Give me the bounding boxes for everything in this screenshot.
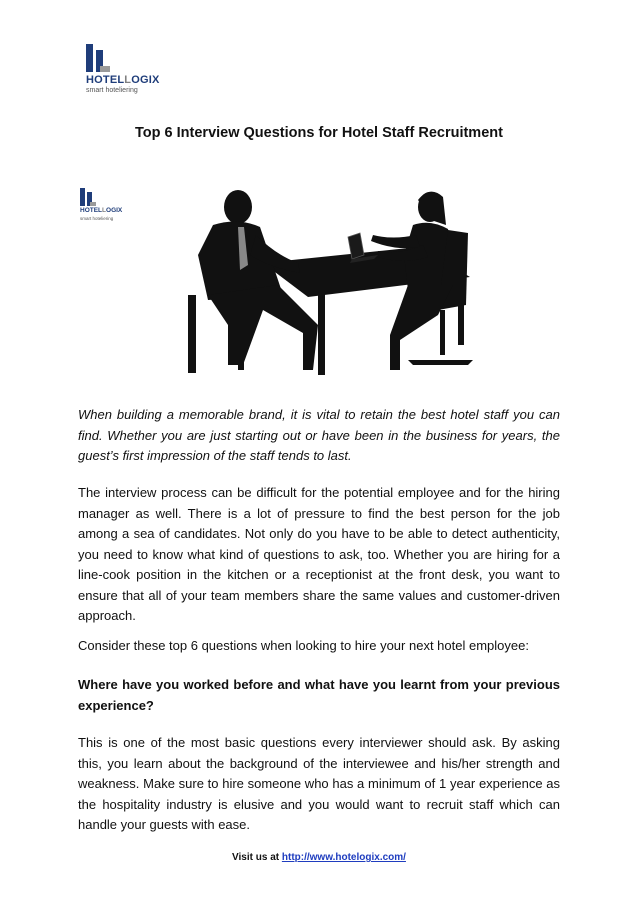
logo-mark-icon bbox=[86, 44, 108, 72]
interview-silhouette-illustration bbox=[168, 185, 473, 380]
question-1-heading: Where have you worked before and what have you learnt from your previous experience? bbox=[78, 677, 560, 713]
page-footer bbox=[0, 852, 638, 863]
intro-paragraph: When building a memorable brand, it is vital to retain the best hotel staff you can find. Whether you are just starting out or have been in the business for years, the guest’s first impression of the staff tends to last. bbox=[78, 407, 560, 463]
footer-prefix: Visit us at bbox=[232, 852, 282, 863]
interview-process-paragraph: The interview process can be difficult for the potential employee and for the hiring manager as well. There is a lot of pressure to find the best person for the job among a sea of candidates. Not only do you have to be able to detect authenticity, you need to know what kind of questions to ask, too. Whether you are hiring for a line-cook position in the kitchen or a receptionist at the front desk, you want to ensure that all of your team members share the same values and customer-driven approach. bbox=[78, 485, 560, 623]
website-link[interactable]: http://www.hotelogix.com/ bbox=[281, 852, 406, 863]
logo-wordmark: HOTELLOGIX bbox=[86, 74, 160, 86]
question-1-answer-paragraph: This is one of the most basic questions every interviewer should ask. By asking this, you learn about the background of the interviewee and his/her strength and weakness. Make sure to hire someone who has a minimum of 1 year experience as the hospitality industry is elusive and you would want to recruit staff which can handle your guests with ease. bbox=[78, 735, 560, 832]
consider-questions-paragraph: Consider these top 6 questions when looking to hire your next hotel employee: bbox=[78, 638, 529, 653]
hotelogix-logo bbox=[86, 44, 166, 96]
image-watermark-logo: HOTELLOGIX smart hoteliering bbox=[80, 188, 130, 228]
document-title: Top 6 Interview Questions for Hotel Staff Recruitment bbox=[135, 125, 503, 141]
logo-tagline: smart hoteliering bbox=[86, 87, 138, 94]
